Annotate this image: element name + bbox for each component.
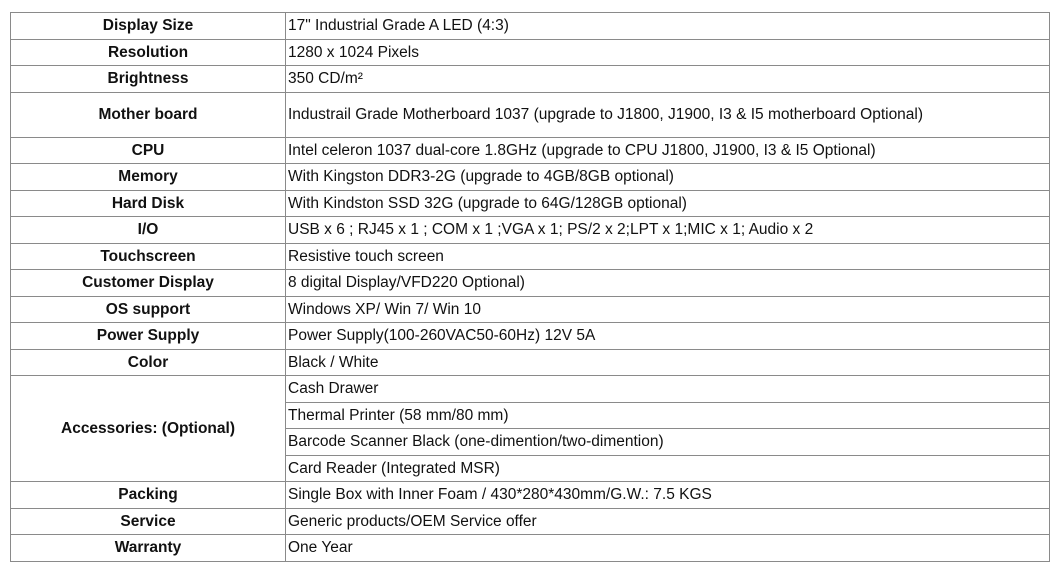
spec-label: Mother board — [11, 92, 286, 137]
spec-table — [10, 12, 1050, 562]
spec-value: 8 digital Display/VFD220 Optional) — [286, 270, 1050, 297]
spec-label: Color — [11, 349, 286, 376]
spec-label: Customer Display — [11, 270, 286, 297]
spec-label: Display Size — [11, 13, 286, 40]
spec-label: I/O — [11, 217, 286, 244]
spec-value: With Kingston DDR3-2G (upgrade to 4GB/8GB optional) — [286, 164, 1050, 191]
spec-value: Industrail Grade Motherboard 1037 (upgrade to J1800, J1900, I3 & I5 motherboard Optional) — [286, 92, 1050, 137]
spec-value: Single Box with Inner Foam / 430*280*430mm/G.W.: 7.5 KGS — [286, 482, 1050, 509]
spec-row-cpu — [11, 137, 1050, 164]
spec-row-touchscreen — [11, 243, 1050, 270]
spec-label: Warranty — [11, 535, 286, 562]
spec-row-io — [11, 217, 1050, 244]
spec-row-customer-display — [11, 270, 1050, 297]
accessory-item: Barcode Scanner Black (one-dimention/two-dimention) — [286, 429, 1050, 456]
spec-label: Resolution — [11, 39, 286, 66]
spec-row-os-support — [11, 296, 1050, 323]
spec-row-accessories — [11, 376, 1050, 403]
spec-label: Memory — [11, 164, 286, 191]
spec-label: CPU — [11, 137, 286, 164]
accessory-item: Card Reader (Integrated MSR) — [286, 455, 1050, 482]
spec-value: Power Supply(100-260VAC50-60Hz) 12V 5A — [286, 323, 1050, 350]
spec-label: Brightness — [11, 66, 286, 93]
spec-label: Packing — [11, 482, 286, 509]
accessory-item: Cash Drawer — [286, 376, 1050, 403]
spec-row-display-size — [11, 13, 1050, 40]
spec-value: 1280 x 1024 Pixels — [286, 39, 1050, 66]
spec-row-color — [11, 349, 1050, 376]
accessory-item: Thermal Printer (58 mm/80 mm) — [286, 402, 1050, 429]
spec-row-power-supply — [11, 323, 1050, 350]
spec-value: 17" Industrial Grade A LED (4:3) — [286, 13, 1050, 40]
spec-value: Black / White — [286, 349, 1050, 376]
spec-value: 350 CD/m² — [286, 66, 1050, 93]
spec-label: Hard Disk — [11, 190, 286, 217]
spec-row-brightness — [11, 66, 1050, 93]
spec-row-motherboard — [11, 92, 1050, 137]
spec-value: With Kindston SSD 32G (upgrade to 64G/128GB optional) — [286, 190, 1050, 217]
spec-label: Touchscreen — [11, 243, 286, 270]
spec-value: Resistive touch screen — [286, 243, 1050, 270]
spec-row-packing — [11, 482, 1050, 509]
spec-value: USB x 6 ; RJ45 x 1 ; COM x 1 ;VGA x 1; PS/2 x 2;LPT x 1;MIC x 1; Audio x 2 — [286, 217, 1050, 244]
spec-label: OS support — [11, 296, 286, 323]
spec-label: Service — [11, 508, 286, 535]
spec-label: Accessories: (Optional) — [11, 376, 286, 482]
spec-row-warranty — [11, 535, 1050, 562]
spec-value: Generic products/OEM Service offer — [286, 508, 1050, 535]
spec-value: One Year — [286, 535, 1050, 562]
spec-row-memory — [11, 164, 1050, 191]
spec-row-service — [11, 508, 1050, 535]
spec-label: Power Supply — [11, 323, 286, 350]
spec-value: Windows XP/ Win 7/ Win 10 — [286, 296, 1050, 323]
spec-value: Intel celeron 1037 dual-core 1.8GHz (upgrade to CPU J1800, J1900, I3 & I5 Optional) — [286, 137, 1050, 164]
spec-row-resolution — [11, 39, 1050, 66]
spec-row-hard-disk — [11, 190, 1050, 217]
